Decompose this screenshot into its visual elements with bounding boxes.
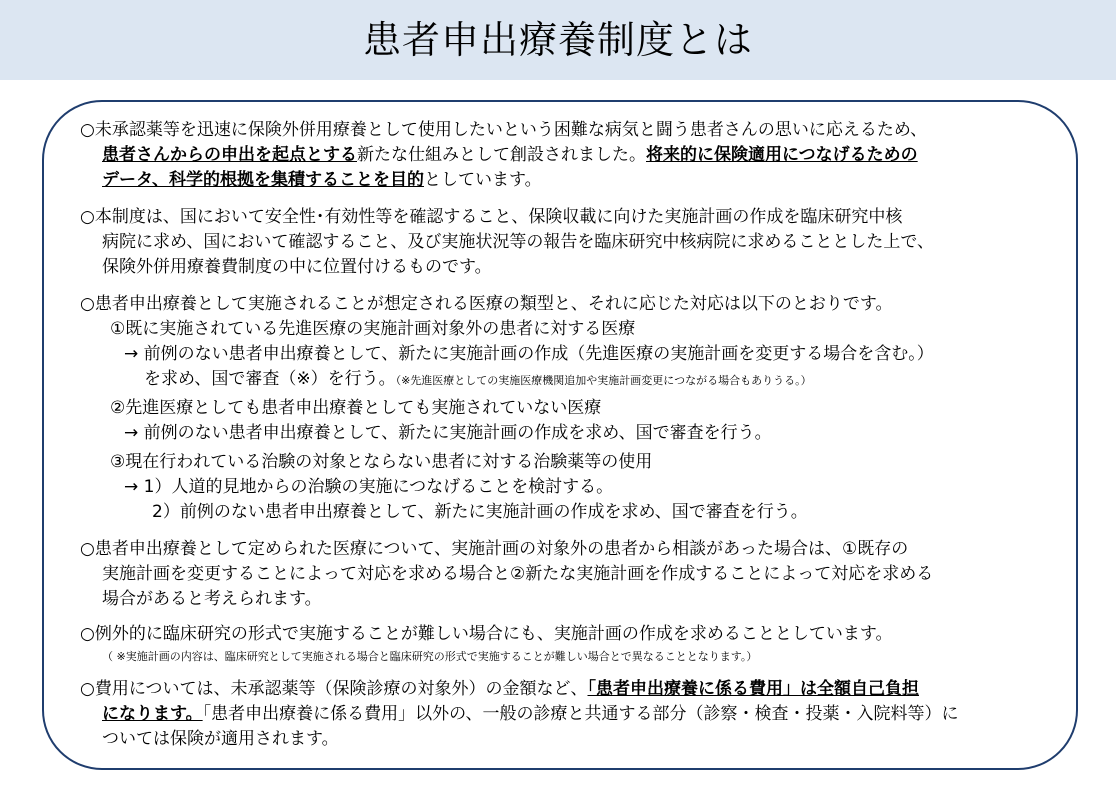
text-line	[80, 143, 1080, 168]
text-line: ○患者申出療養として実施されることが想定される医療の類型と、それに応じた対応は以下のとおりです。	[80, 294, 893, 314]
text-line: → 前例のない患者申出療養として、新たに実施計画の作成（先進医療の実施計画を変更する場合を含む。）	[124, 344, 934, 364]
paragraph-cost	[80, 677, 1080, 752]
emphasis-text: 将来的に保険適用につなげるための	[646, 145, 918, 165]
paragraph-system	[80, 205, 1080, 280]
text-span: としています。	[423, 170, 542, 190]
text-line	[80, 367, 1080, 392]
paragraph-purpose	[80, 118, 1080, 193]
type-item-2: ②先進医療としても患者申出療養としても実施されていない医療	[110, 398, 602, 418]
text-span: 新たな仕組みとして創設されました。	[357, 145, 646, 165]
paragraph-types	[80, 292, 1080, 525]
text-line: ○例外的に臨床研究の形式で実施することが難しい場合にも、実施計画の作成を求めることとしています。	[80, 624, 893, 644]
text-line: 実施計画を変更することによって対応を求める場合と②新たな実施計画を作成することによって対応を求める	[102, 564, 934, 584]
text-line: 病院に求め、国において確認すること、及び実施状況等の報告を臨床研究中核病院に求めることとした上で、	[102, 232, 934, 252]
emphasis-text: 患者さんからの申出を起点とする	[102, 145, 357, 165]
footnote-text: （ ※実施計画の内容は、臨床研究として実施される場合と臨床研究の形式で実施することが難しい場合とで異なることとなります。）	[102, 650, 758, 663]
text-line	[80, 702, 1080, 727]
text-span: を求め、国で審査（※）を行う。	[144, 369, 396, 389]
text-line	[80, 168, 1080, 193]
content-body	[80, 118, 1080, 749]
emphasis-text: になります。	[102, 704, 203, 724]
type-item-1: ①既に実施されている先進医療の実施計画対象外の患者に対する医療	[110, 319, 636, 339]
text-line: → 前例のない患者申出療養として、新たに実施計画の作成を求め、国で審査を行う。	[124, 423, 772, 443]
text-line: 場合があると考えられます。	[102, 589, 322, 609]
footnote-text: （※先進医療としての実施医療機関追加や実施計画変更につながる場合もありうる。）	[395, 374, 812, 387]
text-span: 「患者申出療養に係る費用」以外の、一般の診療と共通する部分（診察・検査・投薬・入院料等）に	[202, 704, 959, 724]
text-line: → 1）人道的見地からの治験の実施につなげることを検討する。	[124, 477, 614, 497]
page-title: 患者申出療養制度とは	[362, 18, 753, 62]
emphasis-text: 「患者申出療養に係る費用」は全額自己負担	[587, 679, 919, 699]
emphasis-text: データ、科学的根拠を集積することを目的	[102, 170, 424, 190]
text-line: ○本制度は、国において安全性･有効性等を確認すること、保険収載に向けた実施計画の作成を臨床研究中核	[80, 207, 903, 227]
text-line	[80, 677, 1080, 702]
paragraph-exception	[80, 622, 1080, 667]
text-span: ○費用については、未承認薬等（保険診療の対象外）の金額など、	[80, 679, 588, 699]
type-item-3: ③現在行われている治験の対象とならない患者に対する治験薬等の使用	[110, 452, 653, 472]
text-line: ○未承認薬等を迅速に保険外併用療養として使用したいという困難な病気と闘う患者さんの思いに応えるため、	[80, 120, 928, 140]
text-line: 保険外併用療養費制度の中に位置付けるものです。	[102, 257, 492, 277]
text-line: ○患者申出療養として定められた医療について、実施計画の対象外の患者から相談があった場合は、①既存の	[80, 539, 909, 559]
text-line: 2）前例のない患者申出療養として、新たに実施計画の作成を求め、国で審査を行う。	[152, 502, 808, 522]
paragraph-consultation	[80, 537, 1080, 612]
text-line: ついては保険が適用されます。	[102, 729, 339, 749]
